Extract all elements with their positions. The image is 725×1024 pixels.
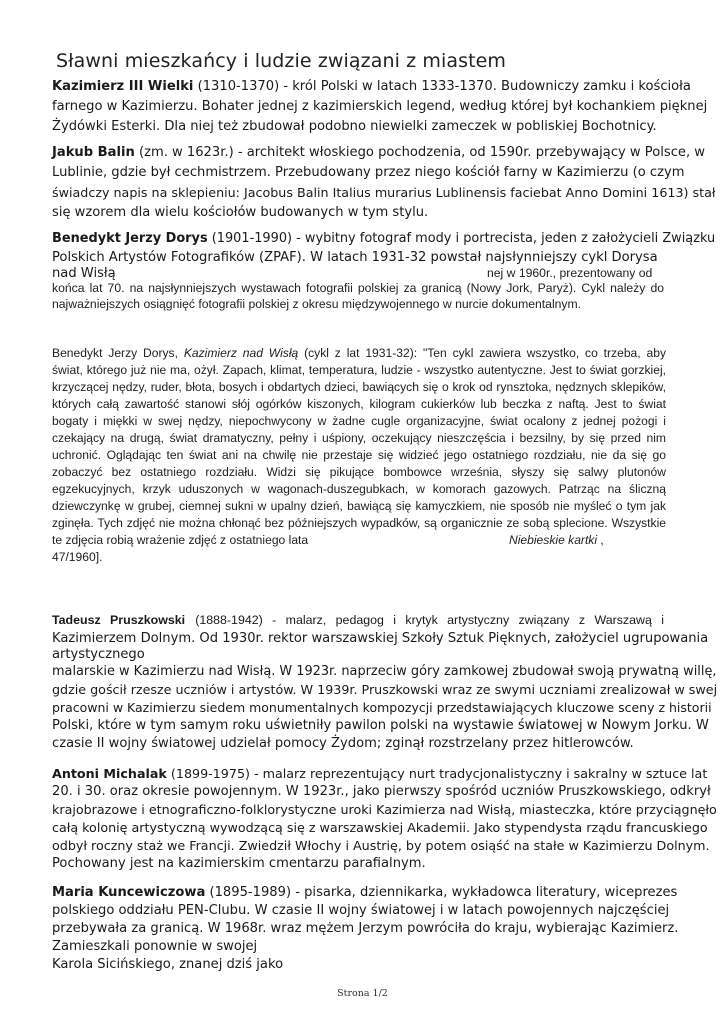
entry-line: najważniejszych osiągnięć fotografii polskiej z okresu międzywojennego w nurcie dokumentalnym. xyxy=(52,297,582,311)
quote-line: te zdjęcia robią wrażenie zdjęć z ostatniego lata xyxy=(52,533,309,547)
entry-text: (1901-1990) - wybitny fotograf mody i portrecista, jeden z założycieli Związku xyxy=(211,231,716,246)
quote-text: (cykl z lat 1931-32): "Ten cykl zawiera wszystko, co trzeba, aby xyxy=(304,346,666,360)
entry-line: się wzorem dla wielu kościołów budowanych w tym stylu. xyxy=(52,205,429,220)
quote-line: uchronić. Oglądając ten świat ani na chwilę nie przestaje się widzieć jego ostatniego rozdziału, nie da się go xyxy=(52,448,666,462)
entry-line xyxy=(52,231,716,246)
entry-text: (1895-1989) - pisarka, dziennikarka, wykładowca literatury, wiceprezes xyxy=(209,885,678,900)
entry-line: Pochowany jest na kazimierskim cmentarzu parafialnym. xyxy=(52,856,426,871)
entry-line: Karola Sicińskiego, znanej dziś jako xyxy=(52,957,284,972)
quote-line: zginęła. Tych zdjęć nie można chłonąć bez późniejszych wypadków, są organicznie ze sobą splecione. Wszystkie xyxy=(52,516,666,530)
entry-text: (1899-1975) - malarz reprezentujący nurt tradycjonalistyczny i sakralny w sztuce lat xyxy=(170,766,708,781)
entry-line: Żydówki Esterki. Dla niej też zbudował podobno niewielki zameczek w pobliskiej Bochotnicy. xyxy=(52,119,657,134)
entry-line: krajobrazowe i etnograficzno-folklorystyczne uroki Kazimierza nad Wisłą, miasteczka, które przyciągnęło xyxy=(52,802,717,817)
entry-line: nej w 1960r., prezentowany od xyxy=(487,266,653,280)
entry-line: farnego w Kazimierzu. Bohater jednej z kazimierskich legend, według której był kochankiem pięknej xyxy=(52,99,708,114)
page-footer: Strona 1/2 xyxy=(337,988,388,999)
entry-line: polskiego oddziału PEN-Clubu. W czasie II wojny światowej i w latach powojennych najczęściej xyxy=(52,903,670,918)
entry-line: świadczy napis na sklepieniu: Jacobus Balin Italius murarius Lublinensis faciebat Anno Domini 1613) stał xyxy=(52,185,716,200)
quote-line xyxy=(52,346,666,360)
person-name: Maria Kuncewiczowa xyxy=(52,885,206,900)
person-name: Tadeusz Pruszkowski xyxy=(52,613,186,627)
entry-line: artystycznego xyxy=(52,647,145,662)
entry-line: Kazimierzem Dolnym. Od 1930r. rektor warszawskiej Szkoły Sztuk Pięknych, założyciel ugrupowania xyxy=(52,631,709,646)
entry-line: nad Wisłą xyxy=(52,266,116,281)
entry-line: Zamieszkali ponownie w swojej xyxy=(52,939,258,954)
entry-text: (zm. w 1623r.) - architekt włoskiego pochodzenia, od 1590r. przebywający w Polsce, w xyxy=(138,145,705,160)
quote-line: których całą zawartość stanowi słój ogórków kiszonych, kilogram cukierków lub beczka z naftą. Jest to świat xyxy=(52,397,666,411)
entry-line: przebywała za granicą. W 1968r. wraz mężem Jerzym powróciła do kraju, wybierając Kazimierz. xyxy=(52,921,679,936)
person-name: Antoni Michalak xyxy=(52,766,167,781)
entry-text-years: (1888-1942) - malarz, pedagog i krytyk artystyczny związany z Warszawą i xyxy=(195,613,664,627)
entry-line xyxy=(52,885,678,900)
entry-line: Lublinie, gdzie był cechmistrzem. Przebudowany przez niego kościół farny w Kazimierzu (o czym xyxy=(52,165,685,180)
entry-line: 20. i 30. oraz okresie powojennym. W 1923r., jako pierwszy spośród uczniów Pruszkowskiego, odkrył xyxy=(52,784,711,799)
source-title: Niebieskie kartki xyxy=(509,533,598,547)
person-name: Jakub Balin xyxy=(52,145,135,160)
quote-line: czekający na drugą, świat dramatyczny, pełny i uśpiony, oczekujący nieszczęścia i bezsilny, by się przed nim xyxy=(52,431,666,445)
entry-line: Polski, które w tym samym roku uświetniły pawilon polski na wystawie światowej w Nowym Jorku. W xyxy=(52,718,709,733)
entry-text: (1310-1370) - król Polski w latach 1333-1370. Budowniczy zamku i kościoła xyxy=(197,79,691,94)
entry-line: końca lat 70. na najsłynniejszych wystawach fotografii polskiej za granicą (Nowy Jork, Paryż). Cykl należy do xyxy=(52,281,664,295)
entry-line: gdzie gościł rzesze uczniów i artystów. W 1939r. Pruszkowski wraz ze swymi uczniami zrealizował w swej xyxy=(52,682,718,697)
quote-line: świat, którego już nie ma, ożył. Zapach, klimat, temperatura, ludzie - wszystko autentyczne. Jest to świat gorzkiej, xyxy=(52,363,666,377)
person-name: Benedykt Jerzy Dorys xyxy=(52,231,208,246)
quote-line: bogaty i miękki w swej nędzy, niepochwycony w żadne cugle organizacyjne, świat ocalony z jednej pożogi i xyxy=(52,414,666,428)
entry-line: Polskich Artystów Fotografików (ZPAF). W latach 1931-32 powstał najsłynniejszy cykl Dorysa xyxy=(52,250,658,265)
person-name: Kazimierz III Wielki xyxy=(52,79,194,94)
quote-work-title: Kazimierz nad Wisłą xyxy=(183,346,299,360)
quote-line: zobaczyć bez ostatniego rozdziału. Widzi się pikujące bombowce września, słyszy się salwy plutonów xyxy=(52,465,666,479)
punctuation: , xyxy=(600,533,604,547)
entry-line xyxy=(52,145,705,160)
quote-line: dziewczynkę w grubej, ciemnej sukni w upalny dzień, bawiącą się kamyczkiem, nie sposób nie myśleć o tym jak xyxy=(52,499,666,513)
quote-line: egzekucyjnych, krzyk uduszonych w wagonach-duszegubkach, w komorach gazowych. Patrząc na śliczną xyxy=(52,482,666,496)
entry-line xyxy=(52,613,664,628)
entry-line xyxy=(52,766,708,781)
entry-line: malarskie w Kazimierzu nad Wisłą. W 1923r. naprzeciw góry zamkowej zbudował swoją prywatną willę, xyxy=(52,664,717,679)
entry-line: pracowni w Kazimierzu siedem monumentalnych kompozycji przedstawiających kluczowe sceny z historii xyxy=(52,700,712,715)
entry-line: odbył roczny staż we Francji. Zwiedził Włochy i Austrię, by potem osiąść na stałe w Kazimierzu Dolnym. xyxy=(52,838,710,853)
page-title: Sławni mieszkańcy i ludzie związani z miastem xyxy=(56,50,507,72)
quote-author: Benedykt Jerzy Dorys, xyxy=(52,346,178,360)
quote-line xyxy=(509,533,604,547)
quote-line: krzyczącej nędzy, ruder, błota, bosych i obdartych dzieci, bawiących się o krok od rynsztoka, nędznych sklepików, xyxy=(52,380,666,394)
quote-line: 47/1960]. xyxy=(52,550,103,564)
entry-line xyxy=(52,79,691,94)
entry-line: całą kolonię artystyczną wywodzącą się z warszawskiej Akademii. Jako stypendysta rządu francuskiego xyxy=(52,820,708,835)
entry-line: czasie II wojny światowej udzielał pomocy Żydom; zginął rozstrzelany przez hitlerowców. xyxy=(52,736,634,751)
